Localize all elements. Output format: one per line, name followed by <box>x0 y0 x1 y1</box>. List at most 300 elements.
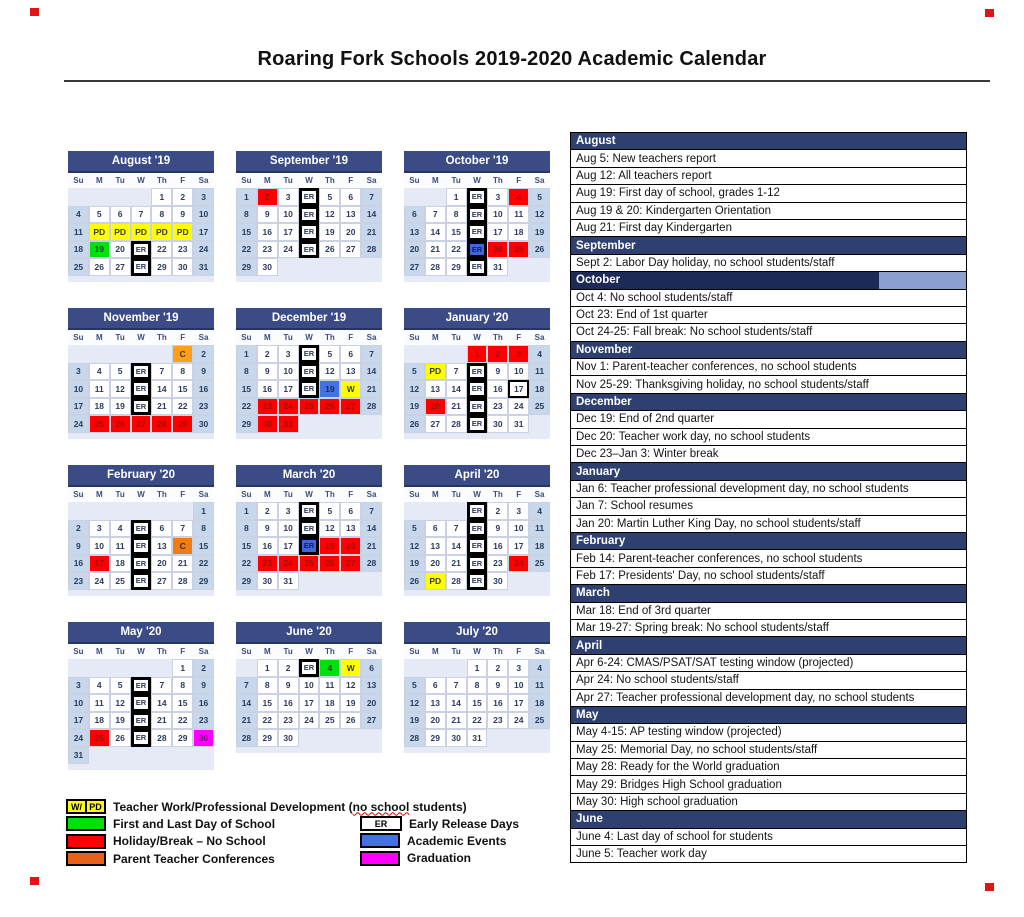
day-cell-er: ER <box>299 502 320 520</box>
event-row: Dec 20: Teacher work day, no school students <box>570 428 967 446</box>
legend-label: Early Release Days <box>409 816 520 831</box>
day-cell-pd: PD <box>131 223 152 241</box>
week-row <box>236 415 382 433</box>
panel-month-header: May <box>570 706 967 724</box>
week-row <box>404 537 550 555</box>
day-cell: 26 <box>529 241 550 259</box>
legend-label: Parent Teacher Conferences <box>113 851 275 866</box>
weekday-label: W <box>305 647 313 656</box>
day-cell: 10 <box>278 363 299 381</box>
day-cell: 7 <box>131 206 152 224</box>
day-cell: 12 <box>404 694 425 712</box>
day-cell-red: 2 <box>257 188 278 206</box>
day-cell <box>425 188 446 206</box>
day-cell: 27 <box>340 241 361 259</box>
day-cell <box>89 188 110 206</box>
day-cell-red: 28 <box>151 415 172 433</box>
day-cell-red: 19 <box>319 537 340 555</box>
weekday-header-row <box>236 173 382 188</box>
day-cell-er: ER <box>467 537 488 555</box>
week-row <box>404 712 550 730</box>
month-card <box>68 465 214 596</box>
month-card <box>68 622 214 770</box>
day-cell-er: ER <box>467 206 488 224</box>
weekday-label: W <box>137 490 145 499</box>
week-row <box>68 258 214 276</box>
day-cell: 12 <box>110 380 131 398</box>
day-cell: 15 <box>193 537 214 555</box>
day-cell <box>68 345 89 363</box>
day-cell-red: 24 <box>278 555 299 573</box>
week-row <box>68 398 214 416</box>
day-cell: 16 <box>193 380 214 398</box>
day-cell: 11 <box>529 520 550 538</box>
day-cell: 21 <box>446 712 467 730</box>
week-row <box>236 188 382 206</box>
weekday-label: M <box>263 647 271 656</box>
day-cell: 19 <box>110 398 131 416</box>
weekday-label: Th <box>492 490 503 499</box>
day-cell <box>319 415 340 433</box>
day-cell-er: ER <box>299 206 320 224</box>
legend-row <box>66 798 467 815</box>
month-title: December '19 <box>236 308 382 330</box>
week-row <box>236 363 382 381</box>
weekday-label: F <box>180 647 186 656</box>
day-cell: 16 <box>487 537 508 555</box>
weekday-label: F <box>348 333 354 342</box>
day-cell: 9 <box>193 363 214 381</box>
day-cell-red: 2 <box>487 345 508 363</box>
day-cell: 8 <box>257 677 278 695</box>
day-cell-pd: PD <box>110 223 131 241</box>
day-cell: 8 <box>151 206 172 224</box>
day-cell: 24 <box>193 241 214 259</box>
day-cell: 23 <box>487 398 508 416</box>
day-cell: 23 <box>257 241 278 259</box>
weekday-label: Sa <box>534 490 545 499</box>
day-cell: 17 <box>508 694 529 712</box>
event-row: Jan 20: Martin Luther King Day, no school students/staff <box>570 515 967 533</box>
week-row <box>236 537 382 555</box>
weekday-label: W <box>305 333 313 342</box>
weekday-label: Su <box>241 647 252 656</box>
weekday-label: Th <box>156 647 167 656</box>
day-cell: 28 <box>172 572 193 590</box>
day-cell: 29 <box>236 258 257 276</box>
day-cell-er: ER <box>131 258 152 276</box>
day-cell-red: 20 <box>340 537 361 555</box>
day-cell: 7 <box>361 188 382 206</box>
day-cell: 22 <box>193 555 214 573</box>
day-cell: 28 <box>151 729 172 747</box>
day-cell: 13 <box>425 537 446 555</box>
day-cell: 10 <box>278 520 299 538</box>
weekday-label: Th <box>492 176 503 185</box>
weekday-label: Sa <box>366 490 377 499</box>
day-cell <box>404 345 425 363</box>
day-cell: 17 <box>299 694 320 712</box>
day-cell: 30 <box>487 572 508 590</box>
day-cell: 5 <box>529 188 550 206</box>
day-cell: 7 <box>361 502 382 520</box>
day-cell: 1 <box>172 659 193 677</box>
day-cell: 29 <box>193 572 214 590</box>
day-cell <box>151 747 172 765</box>
day-cell: 10 <box>68 380 89 398</box>
panel-month-header: March <box>570 584 967 602</box>
day-cell: 18 <box>110 555 131 573</box>
day-cell: 6 <box>110 206 131 224</box>
panel-month-header: September <box>570 236 967 254</box>
day-cell: 2 <box>193 659 214 677</box>
legend-swatch-pd-label: PD <box>85 801 104 812</box>
week-row <box>236 502 382 520</box>
weekday-header-row <box>404 487 550 502</box>
day-cell: 3 <box>68 363 89 381</box>
weekday-header-row <box>236 330 382 345</box>
day-cell: 2 <box>68 520 89 538</box>
week-row <box>236 520 382 538</box>
day-cell-red: 26 <box>319 398 340 416</box>
day-cell: 19 <box>404 398 425 416</box>
month-title: February '20 <box>68 465 214 487</box>
weekday-label: M <box>95 490 103 499</box>
day-cell: 6 <box>340 188 361 206</box>
day-cell: 3 <box>89 520 110 538</box>
day-cell: 20 <box>151 555 172 573</box>
month-card <box>236 622 382 753</box>
day-cell: 13 <box>340 363 361 381</box>
crop-mark <box>30 877 39 885</box>
day-cell: 4 <box>110 520 131 538</box>
day-cell: 29 <box>151 258 172 276</box>
weekday-label: Sa <box>198 333 209 342</box>
day-cell: 20 <box>340 223 361 241</box>
weekday-label: Su <box>73 333 84 342</box>
day-cell <box>151 659 172 677</box>
day-cell: 26 <box>319 241 340 259</box>
day-cell-c1: C <box>172 345 193 363</box>
day-cell: 17 <box>68 398 89 416</box>
day-cell-er: ER <box>131 380 152 398</box>
month-title: March '20 <box>236 465 382 487</box>
weekday-label: Su <box>409 176 420 185</box>
week-row <box>236 345 382 363</box>
weekday-label: F <box>516 490 522 499</box>
day-cell <box>68 188 89 206</box>
day-cell: 5 <box>404 677 425 695</box>
month-card <box>236 151 382 282</box>
day-cell: 14 <box>425 223 446 241</box>
day-cell: 9 <box>257 520 278 538</box>
day-cell: 21 <box>361 223 382 241</box>
day-cell: 17 <box>68 712 89 730</box>
event-row: Aug 5: New teachers report <box>570 149 967 167</box>
day-cell: 26 <box>89 258 110 276</box>
day-cell: 24 <box>299 712 320 730</box>
week-row <box>236 729 382 747</box>
weekday-label: Tu <box>451 333 461 342</box>
legend-label: First and Last Day of School <box>113 816 276 831</box>
day-cell: 7 <box>446 520 467 538</box>
weekday-label: F <box>348 176 354 185</box>
day-cell: 8 <box>236 363 257 381</box>
day-cell: 17 <box>278 223 299 241</box>
week-row <box>236 694 382 712</box>
panel-month-header: February <box>570 532 967 550</box>
day-cell: 20 <box>361 694 382 712</box>
crop-mark <box>985 9 994 17</box>
day-cell-er: ER <box>131 537 152 555</box>
calendar-months-grid <box>68 151 550 779</box>
day-cell: 14 <box>151 694 172 712</box>
day-cell-red: 17 <box>89 555 110 573</box>
week-row <box>68 520 214 538</box>
day-cell: 16 <box>278 694 299 712</box>
week-row <box>68 188 214 206</box>
day-cell <box>110 659 131 677</box>
weekday-header-row <box>404 173 550 188</box>
week-row <box>68 712 214 730</box>
legend-swatch-red <box>66 834 106 849</box>
legend-swatch-magenta <box>360 851 400 866</box>
day-cell: 27 <box>361 712 382 730</box>
week-row <box>236 712 382 730</box>
day-cell: 21 <box>361 380 382 398</box>
day-cell-er: ER <box>131 398 152 416</box>
week-row <box>404 241 550 259</box>
day-cell-pd: PD <box>89 223 110 241</box>
day-cell: 23 <box>278 712 299 730</box>
day-cell: 12 <box>340 677 361 695</box>
week-row <box>68 206 214 224</box>
week-row <box>68 241 214 259</box>
day-cell-red: 25 <box>508 241 529 259</box>
day-cell-er: ER <box>467 258 488 276</box>
day-cell <box>340 729 361 747</box>
day-cell-er: ER <box>467 380 488 398</box>
day-cell: 16 <box>487 694 508 712</box>
day-cell-er: ER <box>467 520 488 538</box>
event-row: May 28: Ready for the World graduation <box>570 758 967 776</box>
week-row <box>236 241 382 259</box>
month-card <box>236 308 382 439</box>
day-cell: 28 <box>361 398 382 416</box>
week-row <box>404 188 550 206</box>
day-cell: 17 <box>487 223 508 241</box>
day-cell: 20 <box>425 555 446 573</box>
month-title: June '20 <box>236 622 382 644</box>
day-cell: 25 <box>529 712 550 730</box>
day-cell: 30 <box>257 572 278 590</box>
day-cell: 16 <box>193 694 214 712</box>
month-card <box>68 151 214 282</box>
day-cell-er: ER <box>467 502 488 520</box>
week-row <box>68 659 214 677</box>
weekday-label: Tu <box>115 490 125 499</box>
weekday-label: Su <box>73 176 84 185</box>
day-cell: 1 <box>236 345 257 363</box>
day-cell <box>89 502 110 520</box>
day-cell: 31 <box>508 415 529 433</box>
day-cell <box>299 258 320 276</box>
day-cell-er: ER <box>467 415 488 433</box>
day-cell: 26 <box>404 572 425 590</box>
day-cell: 10 <box>89 537 110 555</box>
day-cell: 14 <box>446 694 467 712</box>
week-row <box>404 677 550 695</box>
day-cell: 17 <box>278 537 299 555</box>
day-cell: 26 <box>404 415 425 433</box>
weekday-label: Tu <box>115 333 125 342</box>
day-cell-er: ER <box>131 729 152 747</box>
day-cell: 5 <box>319 345 340 363</box>
day-cell: 8 <box>236 520 257 538</box>
day-cell: 25 <box>529 555 550 573</box>
panel-month-header: January <box>570 462 967 480</box>
day-cell <box>529 572 550 590</box>
weekday-label: Tu <box>115 176 125 185</box>
day-cell: 9 <box>487 520 508 538</box>
legend-swatch-work-pd <box>66 799 106 814</box>
day-cell: 1 <box>467 659 488 677</box>
weekday-header-row <box>404 330 550 345</box>
day-cell <box>110 345 131 363</box>
day-cell: 21 <box>446 555 467 573</box>
day-cell: 6 <box>151 520 172 538</box>
day-cell: 20 <box>110 241 131 259</box>
week-row <box>404 258 550 276</box>
day-cell: 19 <box>529 223 550 241</box>
day-cell: 24 <box>508 712 529 730</box>
day-cell <box>110 188 131 206</box>
weekday-header-row <box>404 644 550 659</box>
event-row: Mar 19-27: Spring break: No school students/staff <box>570 619 967 637</box>
day-cell: 29 <box>236 572 257 590</box>
day-cell: 26 <box>110 729 131 747</box>
week-row <box>236 677 382 695</box>
day-cell: 31 <box>467 729 488 747</box>
day-cell: 23 <box>193 712 214 730</box>
day-cell-er: ER <box>131 677 152 695</box>
day-cell: 3 <box>68 677 89 695</box>
day-cell: 10 <box>193 206 214 224</box>
day-cell: 14 <box>361 363 382 381</box>
weekday-label: Su <box>73 490 84 499</box>
day-cell <box>299 415 320 433</box>
weekday-label: Tu <box>283 647 293 656</box>
day-cell <box>193 747 214 765</box>
week-row <box>68 415 214 433</box>
day-cell-red: 25 <box>299 555 320 573</box>
day-cell <box>508 572 529 590</box>
legend-row <box>360 832 519 849</box>
event-row: Oct 24-25: Fall break: No school students/staff <box>570 323 967 341</box>
day-cell: 10 <box>508 520 529 538</box>
day-cell <box>404 659 425 677</box>
day-cell: 27 <box>151 572 172 590</box>
day-cell <box>508 258 529 276</box>
day-cell-red: 24 <box>487 241 508 259</box>
day-cell: 5 <box>404 363 425 381</box>
day-cell: 31 <box>193 258 214 276</box>
day-cell <box>529 415 550 433</box>
day-cell: 10 <box>508 677 529 695</box>
weekday-label: W <box>137 647 145 656</box>
day-cell <box>446 345 467 363</box>
panel-month-header: June <box>570 810 967 828</box>
event-row: Apr 6-24: CMAS/PSAT/SAT testing window (projected) <box>570 654 967 672</box>
day-cell <box>172 502 193 520</box>
day-cell: 2 <box>487 502 508 520</box>
day-cell-red: 1 <box>467 345 488 363</box>
day-cell <box>425 659 446 677</box>
day-cell: 17 <box>508 537 529 555</box>
day-cell: 5 <box>89 206 110 224</box>
day-cell-er: ER <box>467 572 488 590</box>
weekday-label: W <box>305 490 313 499</box>
day-cell: 6 <box>425 677 446 695</box>
day-cell-green: 19 <box>89 241 110 259</box>
weekday-label: F <box>516 647 522 656</box>
event-row: Apr 27: Teacher professional development day, no school students <box>570 689 967 707</box>
day-cell: 23 <box>172 241 193 259</box>
week-row <box>68 729 214 747</box>
event-row: May 30: High school graduation <box>570 793 967 811</box>
weekday-label: Tu <box>451 176 461 185</box>
day-cell <box>425 345 446 363</box>
day-cell <box>340 415 361 433</box>
event-row: May 4-15: AP testing window (projected) <box>570 723 967 741</box>
weekday-label: Tu <box>451 647 461 656</box>
weekday-label: M <box>431 490 439 499</box>
weekday-label: Th <box>324 647 335 656</box>
day-cell: 24 <box>89 572 110 590</box>
week-row <box>68 502 214 520</box>
day-cell: 21 <box>236 712 257 730</box>
day-cell: 22 <box>236 555 257 573</box>
day-cell-pd: PD <box>172 223 193 241</box>
day-cell: 30 <box>193 415 214 433</box>
day-cell-er: ER <box>131 572 152 590</box>
legend-label-part: no school <box>352 799 410 814</box>
week-row <box>236 223 382 241</box>
legend-swatch-blue <box>360 833 400 848</box>
weekday-label: Sa <box>366 333 377 342</box>
day-cell: 13 <box>361 677 382 695</box>
day-cell-er: ER <box>467 363 488 381</box>
weekday-label: F <box>348 490 354 499</box>
day-cell-er: ER <box>131 241 152 259</box>
day-cell: 7 <box>151 677 172 695</box>
day-cell: 14 <box>236 694 257 712</box>
day-cell: 19 <box>110 712 131 730</box>
day-cell-er: ER <box>467 555 488 573</box>
event-row: Dec 23–Jan 3: Winter break <box>570 445 967 463</box>
day-cell-red: 24 <box>508 555 529 573</box>
day-cell: 24 <box>278 241 299 259</box>
weekday-label: Th <box>492 647 503 656</box>
legend-right-column <box>360 815 519 867</box>
week-row <box>404 223 550 241</box>
day-cell: 10 <box>68 694 89 712</box>
day-cell: 3 <box>508 659 529 677</box>
day-cell <box>404 502 425 520</box>
day-cell: 5 <box>319 188 340 206</box>
legend-swatch-w-label: W/ <box>71 801 82 812</box>
weekday-label: F <box>516 333 522 342</box>
